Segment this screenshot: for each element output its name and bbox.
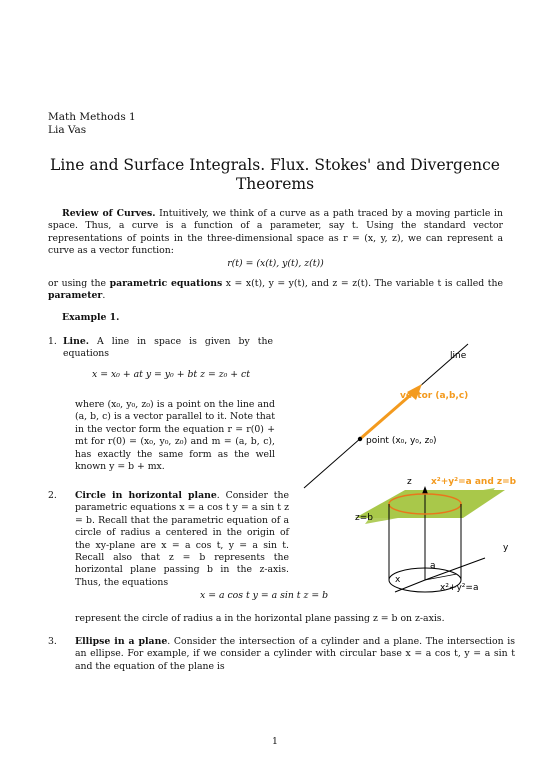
item-2-body xyxy=(75,490,289,589)
title-line-2: Theorems xyxy=(235,175,315,193)
item-3-number: 3. xyxy=(48,636,57,647)
item-2-after: represent the circle of radius a in the horizontal plane passing z = b on z-axis. xyxy=(75,613,445,624)
review-heading: Review of Curves. xyxy=(62,208,156,219)
parametric-paragraph xyxy=(48,278,503,303)
line-equation: x = x₀ + at y = y₀ + bt z = z₀ + ct xyxy=(92,369,250,380)
radius-label: a xyxy=(430,561,436,571)
parameter-term: parameter xyxy=(48,290,103,302)
parametric-equations-term: parametric equations xyxy=(109,278,223,289)
example-heading-text: Example 1. xyxy=(62,312,120,323)
parametric-text-pre: or using the xyxy=(48,278,107,289)
parametric-text-end: . xyxy=(102,290,106,302)
plane-label: z=b xyxy=(355,513,373,523)
review-paragraph xyxy=(48,208,503,258)
x-label: x xyxy=(395,575,401,585)
page-title xyxy=(30,156,520,194)
item-1-lead xyxy=(63,336,273,361)
vector-label: vector (a,b,c) xyxy=(400,391,469,401)
cylinder-figure xyxy=(345,477,520,610)
item-1-body: where (x₀, y₀, z₀) is a point on the line and (a, b, c) is a vector parallel to it. Note that in the vector form the equation r = r(0) + mt for r(0) = (x₀, y₀, z₀) and m = (a, b, c), has exactly the same form as the well known y = b + mx. xyxy=(75,399,275,473)
point-marker xyxy=(358,437,362,441)
item-2-heading: Circle in horizontal plane xyxy=(75,490,217,501)
item-1-heading: Line. xyxy=(63,336,89,347)
item-2-number: 2. xyxy=(48,490,57,501)
review-text: Intuitively, we think of a curve as a path traced by a moving particle in space. Thus, a curve is a function of a parameter, say t. Using the standard vector representations of points in the three-dimensional space as r = (x, y, z), we can represent a curve as a vector function: xyxy=(48,208,503,257)
base-label: x²+y²=a xyxy=(440,583,479,593)
example-heading xyxy=(62,312,517,324)
item-3-body xyxy=(75,636,515,673)
item-3-body-text: . Consider the intersection of a cylinder and a plane. The intersection is an ellipse. For example, if we consider a cylinder with circular base x = a cos t, y = a sin t and the equation of the plane is xyxy=(75,636,516,672)
course-name: Math Methods 1 xyxy=(48,111,136,123)
parametric-text-mid: x = x(t), y = y(t), and z = z(t). The variable t is called the xyxy=(225,278,503,289)
page-number: 1 xyxy=(272,736,278,747)
line-label: line xyxy=(450,351,467,361)
curve-equation: r(t) = (x(t), y(t), z(t)) xyxy=(227,258,324,269)
item-2-body-text: . Consider the parametric equations x = a cos t y = a sin t z = b. Recall that the parametric equation of a circle of radius a centered in the origin of the xy-plane are x = a cos t, y = a sin t. Recall also that z = b represents the horizontal plane passing b in the z-axis. Thus, the equations xyxy=(75,490,289,588)
item-1-number: 1. xyxy=(48,336,57,347)
title-line-1: Line and Surface Integrals. Flux. Stokes' and Divergence xyxy=(50,156,500,174)
radius-line xyxy=(425,574,457,580)
author-name: Lia Vas xyxy=(48,124,87,136)
y-label: y xyxy=(503,543,509,553)
circle-equation: x = a cos t y = a sin t z = b xyxy=(200,590,329,601)
point-label: point (x₀, y₀, z₀) xyxy=(366,436,437,446)
top-label: x²+y²=a and z=b xyxy=(431,477,517,487)
z-label: z xyxy=(407,477,412,487)
item-1-lead-text: A line in space is given by the equations xyxy=(63,336,273,360)
line-figure xyxy=(290,338,510,490)
item-3-heading: Ellipse in a plane xyxy=(75,636,168,647)
